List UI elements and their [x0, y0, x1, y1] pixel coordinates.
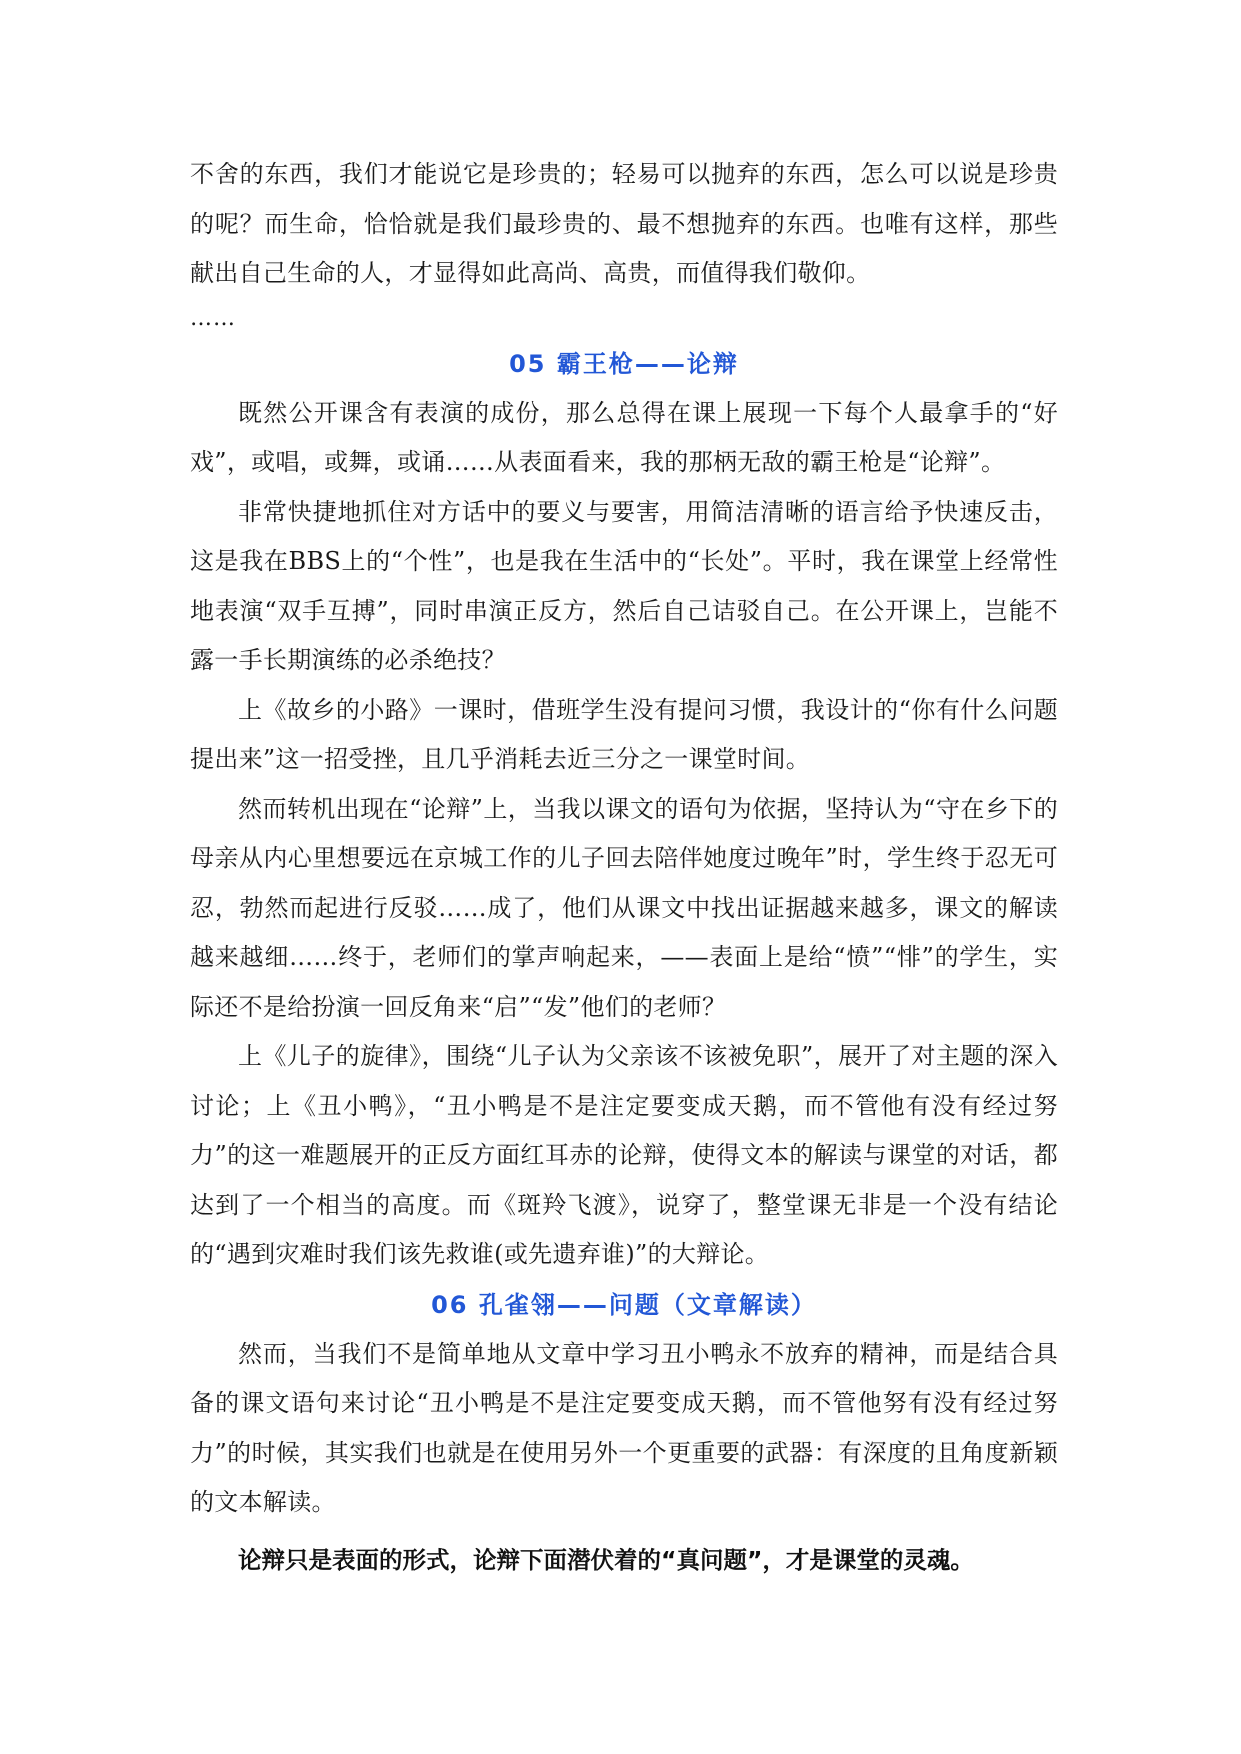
- section-05: [190, 339, 1058, 1280]
- intro-paragraph: 不舍的东西，我们才能说它是珍贵的；轻易可以抛弃的东西，怎么可以说是珍贵的呢？而生命，恰恰就是我们最珍贵的、最不想抛弃的东西。也唯有这样，那些献出自己生命的人，才显得如此高尚、高贵，而值得我们敬仰。: [190, 160, 1058, 287]
- document-page: [190, 150, 1058, 1588]
- paragraph: 非常快捷地抓住对方话中的要义与要害，用简洁清晰的语言给予快速反击，这是我在BBS上的“个性”，也是我在生活中的“长处”。平时，我在课堂上经常性地表演“双手互搏”，同时串演正反方，然后自己诘驳自己。在公开课上，岂能不露一手长期演练的必杀绝技？: [190, 497, 1058, 674]
- section-heading: 05 霸王枪——论辩: [509, 349, 739, 378]
- paragraph: 既然公开课含有表演的成份，那么总得在课上展现一下每个人最拿手的“好戏”，或唱，或舞，或诵……从表面看来，我的那柄无敌的霸王枪是“论辩”。: [190, 398, 1058, 476]
- emphasis-sentence: 论辩只是表面的形式，论辩下面潜伏着的“真问题”，才是课堂的灵魂。: [238, 1545, 974, 1574]
- section-06: [190, 1280, 1058, 1588]
- ellipsis: ……: [190, 305, 236, 331]
- paragraph: 上《儿子的旋律》，围绕“儿子认为父亲该不该被免职”，展开了对主题的深入讨论；上《丑小鸭》，“丑小鸭是不是注定要变成天鹅，而不管他有没有经过努力”的这一难题展开的正反方面红耳赤的论辩，使得文本的解读与课堂的对话，都达到了一个相当的高度。而《斑羚飞渡》，说穿了，整堂课无非是一个没有结论的“遇到灾难时我们该先救谁(或先遗弃谁)”的大辩论。: [190, 1042, 1058, 1268]
- paragraph: 上《故乡的小路》一课时，借班学生没有提问习惯，我设计的“你有什么问题提出来”这一招受挫，且几乎消耗去近三分之一课堂时间。: [190, 695, 1058, 773]
- paragraph: 然而，当我们不是简单地从文章中学习丑小鸭永不放弃的精神，而是结合具备的课文语句来讨论“丑小鸭是不是注定要变成天鹅，而不管他努有没有经过努力”的时候，其实我们也就是在使用另外一个更重要的武器：有深度的且角度新颖的文本解读。: [190, 1339, 1058, 1516]
- section-heading: 06 孔雀翎——问题（文章解读）: [431, 1290, 817, 1319]
- paragraph: 然而转机出现在“论辩”上，当我以课文的语句为依据，坚持认为“守在乡下的母亲从内心里想要远在京城工作的儿子回去陪伴她度过晚年”时，学生终于忍无可忍，勃然而起进行反驳……成了，他们从课文中找出证据越来越多，课文的解读越来越细……终于，老师们的掌声响起来，——表面上是给“愤”“悱”的学生，实际还不是给扮演一回反角来“启”“发”他们的老师？: [190, 794, 1058, 1021]
